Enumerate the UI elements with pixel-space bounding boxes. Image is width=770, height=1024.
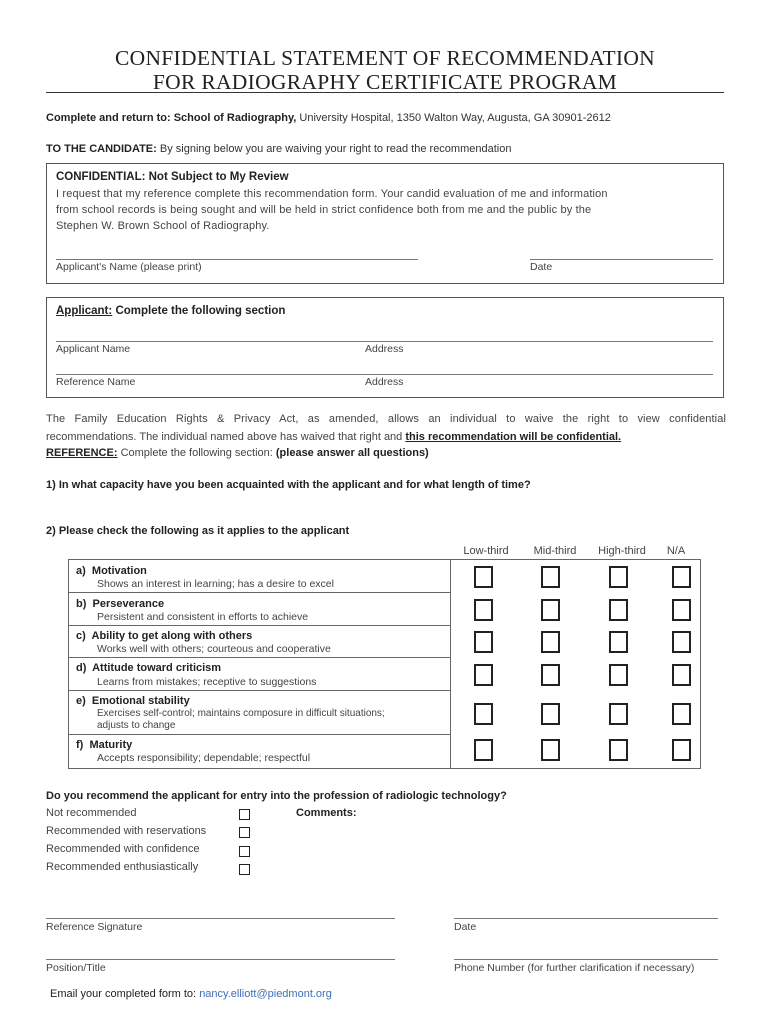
ferpa-confidential-note: this recommendation will be confidential. [405, 431, 622, 443]
footer-email-link[interactable]: nancy.elliott@piedmont.org [199, 988, 332, 1000]
maturity-low-third-checkbox[interactable] [474, 739, 493, 761]
with-reservations-checkbox[interactable] [239, 827, 250, 838]
motivation-mid-third-checkbox[interactable] [541, 566, 560, 588]
trait-description: Accepts responsibility; dependable; respectful [97, 752, 311, 764]
applicant-address-label: Address [365, 343, 404, 355]
get-along-low-third-checkbox[interactable] [474, 631, 493, 653]
applicant-section-heading [56, 305, 285, 317]
stability-mid-third-checkbox[interactable] [541, 703, 560, 725]
trait-row [68, 657, 450, 690]
stability-na-checkbox[interactable] [672, 703, 691, 725]
phone-number-label: Phone Number (for further clarification if necessary) [454, 962, 695, 974]
maturity-mid-third-checkbox[interactable] [541, 739, 560, 761]
phone-number-line[interactable] [454, 959, 718, 960]
option-not-recommended-label: Not recommended [46, 807, 137, 819]
trait-row [68, 592, 450, 625]
trait-name: c) Ability to get along with others [76, 630, 253, 642]
confidential-heading: CONFIDENTIAL: Not Subject to My Review [56, 171, 289, 183]
title-line-1: CONFIDENTIAL STATEMENT OF RECOMMENDATION [114, 46, 655, 70]
perseverance-low-third-checkbox[interactable] [474, 599, 493, 621]
perseverance-mid-third-checkbox[interactable] [541, 599, 560, 621]
applicant-heading-label: Applicant: [56, 305, 113, 317]
trait-row [68, 734, 450, 769]
comments-label: Comments: [296, 807, 357, 819]
trait-name: e) Emotional stability [76, 695, 190, 707]
signature-date-label: Date [454, 921, 477, 933]
confidential-text-line-1: I request that my reference complete this recommendation form. Your candid evaluation of me and information [56, 188, 608, 200]
confidential-date-line[interactable] [530, 259, 713, 260]
motivation-na-checkbox[interactable] [672, 566, 691, 588]
ferpa-line-2 [46, 428, 621, 446]
perseverance-high-third-checkbox[interactable] [609, 599, 628, 621]
question-1: 1) In what capacity have you been acquainted with the applicant and for what length of time? [46, 479, 531, 491]
confidential-text-line-2: from school records is being sought and will be held in strict confidence both from me and the public by the [56, 204, 592, 216]
criticism-na-checkbox[interactable] [672, 664, 691, 686]
reference-instruction [46, 447, 429, 459]
applicant-name-address-line[interactable] [56, 341, 713, 342]
get-along-high-third-checkbox[interactable] [609, 631, 628, 653]
ferpa-line-1: The Family Education Rights & Privacy Act, as amended, allows an individual to waive the right to view confidential [46, 413, 726, 425]
reference-text: Complete the following section: [120, 447, 273, 459]
column-header-na: N/A [666, 545, 686, 557]
applicant-name-label: Applicant Name [56, 343, 131, 355]
column-header-mid-third: Mid-third [533, 545, 577, 557]
applicant-print-name-label: Applicant's Name (please print) [56, 261, 202, 273]
option-enthusiastically-label: Recommended enthusiastically [46, 861, 199, 873]
title-divider [46, 92, 724, 93]
trait-description: Learns from mistakes; receptive to suggestions [97, 676, 317, 688]
get-along-na-checkbox[interactable] [672, 631, 691, 653]
signature-date-line[interactable] [454, 918, 718, 919]
reference-note: (please answer all questions) [275, 447, 429, 459]
trait-description: Shows an interest in learning; has a desire to excel [97, 578, 334, 590]
option-with-confidence-label: Recommended with confidence [46, 843, 200, 855]
criticism-high-third-checkbox[interactable] [609, 664, 628, 686]
candidate-line [46, 143, 511, 155]
reference-name-label: Reference Name [56, 376, 136, 388]
trait-description: Exercises self-control; maintains composure in difficult situations; [97, 708, 385, 719]
confidential-date-label: Date [530, 261, 553, 273]
ferpa-line-2-text: recommendations. The individual named above has waived that right and [46, 431, 403, 443]
reference-name-address-line[interactable] [56, 374, 713, 375]
title-line-2: FOR RADIOGRAPHY CERTIFICATE PROGRAM [152, 70, 618, 94]
option-with-reservations-label: Recommended with reservations [46, 825, 207, 837]
page-title [30, 46, 740, 94]
with-confidence-checkbox[interactable] [239, 846, 250, 857]
trait-row [68, 690, 450, 734]
footer-email-line [50, 988, 332, 1000]
stability-low-third-checkbox[interactable] [474, 703, 493, 725]
return-to-label: Complete and return to: School of Radiography, [46, 112, 297, 124]
confidential-text [56, 186, 714, 234]
trait-row [68, 625, 450, 657]
position-title-line[interactable] [46, 959, 395, 960]
reference-signature-label: Reference Signature [46, 921, 143, 933]
trait-description: Works well with others; courteous and cooperative [97, 643, 331, 655]
position-title-label: Position/Title [46, 962, 106, 974]
criticism-mid-third-checkbox[interactable] [541, 664, 560, 686]
trait-name: d) Attitude toward criticism [76, 662, 222, 674]
question-2: 2) Please check the following as it applies to the applicant [46, 525, 350, 537]
column-header-low-third: Low-third [463, 545, 509, 557]
reference-signature-line[interactable] [46, 918, 395, 919]
not-recommended-checkbox[interactable] [239, 809, 250, 820]
trait-name: f) Maturity [76, 739, 133, 751]
maturity-high-third-checkbox[interactable] [609, 739, 628, 761]
reference-label: REFERENCE: [46, 447, 118, 459]
trait-name: a) Motivation [76, 565, 147, 577]
return-to-line [46, 112, 611, 124]
enthusiastically-checkbox[interactable] [239, 864, 250, 875]
criticism-low-third-checkbox[interactable] [474, 664, 493, 686]
trait-description: Persistent and consistent in efforts to achieve [97, 611, 309, 623]
get-along-mid-third-checkbox[interactable] [541, 631, 560, 653]
perseverance-na-checkbox[interactable] [672, 599, 691, 621]
return-to-address: University Hospital, 1350 Walton Way, Augusta, GA 30901-2612 [299, 112, 611, 124]
motivation-high-third-checkbox[interactable] [609, 566, 628, 588]
confidential-text-line-3: Stephen W. Brown School of Radiography. [56, 220, 270, 232]
stability-high-third-checkbox[interactable] [609, 703, 628, 725]
recommend-question: Do you recommend the applicant for entry into the profession of radiologic technology? [46, 790, 507, 802]
trait-name: b) Perseverance [76, 598, 165, 610]
trait-description-continued: adjusts to change [97, 720, 176, 731]
reference-address-label: Address [365, 376, 404, 388]
motivation-low-third-checkbox[interactable] [474, 566, 493, 588]
footer-email-label: Email your completed form to: [50, 988, 197, 1000]
candidate-label: TO THE CANDIDATE: [46, 143, 157, 155]
column-header-high-third: High-third [598, 545, 646, 557]
applicant-heading-text: Complete the following section [115, 305, 286, 317]
maturity-na-checkbox[interactable] [672, 739, 691, 761]
trait-row [68, 559, 450, 592]
traits-table-divider [450, 559, 451, 769]
applicant-print-name-line[interactable] [56, 259, 418, 260]
candidate-text: By signing below you are waiving your right to read the recommendation [159, 143, 512, 155]
